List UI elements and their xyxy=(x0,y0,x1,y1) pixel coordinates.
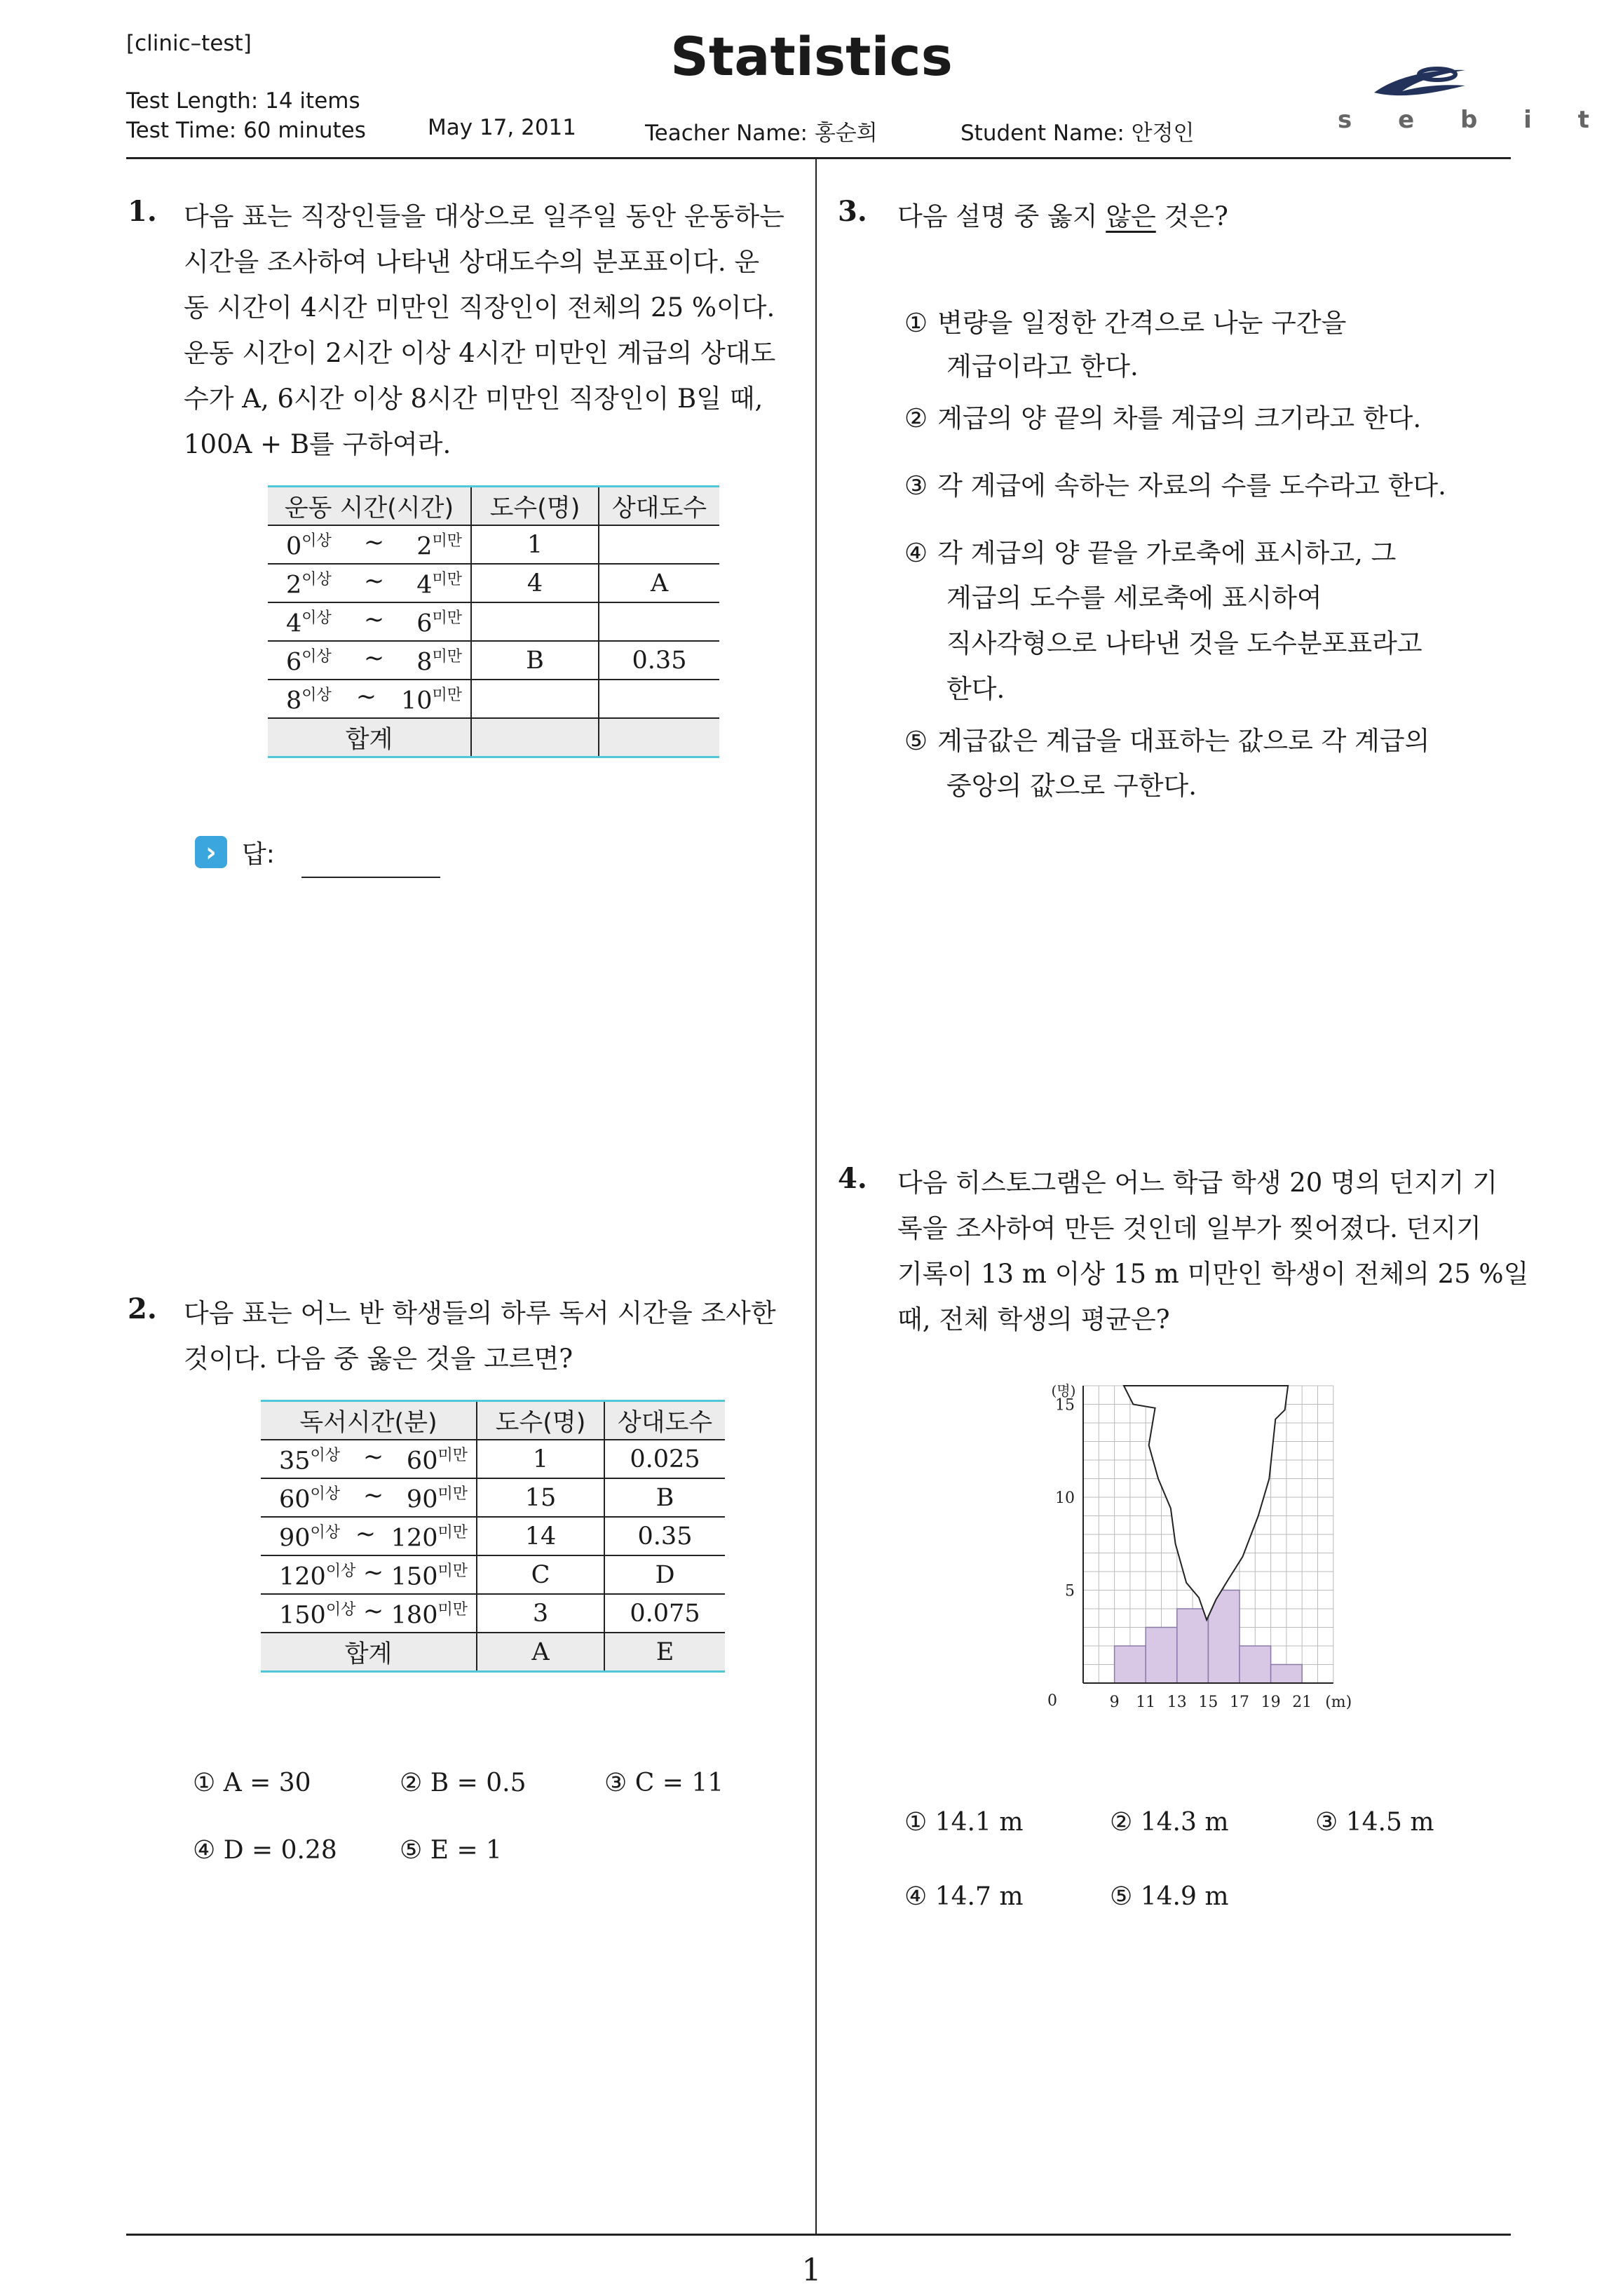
q2-option-3[interactable]: ③ C = 11 xyxy=(604,1769,724,1797)
q2-option-2[interactable]: ② B = 0.5 xyxy=(400,1769,527,1797)
table-row: $150^{이상}$ ~ $180^{미만}$ 3 0.075 xyxy=(261,1594,725,1633)
q2-number: 2. xyxy=(128,1292,157,1325)
q3-option-4-cont: 계급의 도수를 세로축에 표시하여 직사각형으로 나타낸 것을 도수분포표라고 한다. xyxy=(946,583,1422,704)
x-tick-label: 17 xyxy=(1230,1694,1249,1711)
q3-option-1[interactable]: ① 변량을 일정한 간격으로 나눈 구간을 xyxy=(904,308,1347,338)
q3-option-4[interactable]: ④ 각 계급의 양 끝을 가로축에 표시하고, 그 xyxy=(904,538,1397,568)
histogram-bar xyxy=(1240,1646,1271,1683)
table-row: $4^{이상}$ ~ $6^{미만}$ xyxy=(268,602,719,641)
q4-text: 다음 히스토그램은 어느 학급 학생 20 명의 던지기 기 록을 조사하여 만든 것인데 일부가 찢어졌다. 던지기 기록이 13 m 이상 15 m 미만인 학생이 전체의 25 %일 때, 전체 학생의 평균은? xyxy=(897,1168,1529,1335)
torn-paper-region xyxy=(1124,1386,1288,1620)
x-tick-label: 21 xyxy=(1292,1694,1312,1711)
y-tick-label: 0 xyxy=(1047,1692,1057,1710)
answer-label: 답: xyxy=(242,840,275,869)
table-row: $120^{이상}$ ~ $150^{미만}$ C D xyxy=(261,1555,725,1594)
q2-frequency-table: 독서시간(분) 도수(명) 상대도수 $35^{이상}$ ~ $60^{미만}$ 1 0.025 $60^{이상}$ ~ $90^{미만}$ 15 B $90^{이상}$ ~ $120^{미만}$ 14 0.35 $120^{이상}$ ~ $150^{미만}$ C D $150^{이상}$ ~ $180^{미만}$ 3 0.075 합계 A E xyxy=(261,1400,725,1673)
q4-option-2[interactable]: ② 14.3 m xyxy=(1110,1808,1229,1837)
table-row: $6^{이상}$ ~ $8^{미만}$ B 0.35 xyxy=(268,641,719,680)
footer-rule xyxy=(126,2234,1511,2236)
q4-number: 4. xyxy=(838,1162,867,1195)
x-tick-label: 11 xyxy=(1136,1694,1156,1711)
q3-option-5-cont: 중앙의 값으로 구한다. xyxy=(946,771,1197,801)
q3-text: 다음 설명 중 옳지 않은 것은? xyxy=(897,201,1228,231)
table-row: $2^{이상}$ ~ $4^{미만}$ 4 A xyxy=(268,564,719,602)
y-tick-label: 5 xyxy=(1065,1582,1075,1600)
histogram-bar xyxy=(1177,1609,1209,1683)
q3-option-1-cont: 계급이라고 한다. xyxy=(946,351,1139,381)
chevron-right-icon: › xyxy=(195,836,227,868)
table-row: $35^{이상}$ ~ $60^{미만}$ 1 0.025 xyxy=(261,1440,725,1478)
test-date: May 17, 2011 xyxy=(428,115,576,140)
logo-text: s e b i t xyxy=(1338,106,1608,134)
q4-option-3[interactable]: ③ 14.5 m xyxy=(1315,1808,1434,1837)
table-row: $60^{이상}$ ~ $90^{미만}$ 15 B xyxy=(261,1478,725,1517)
page-title: Statistics xyxy=(670,25,953,88)
header-rule xyxy=(126,157,1511,159)
y-axis-label: (명) xyxy=(1051,1382,1076,1399)
table-row: $8^{이상}$ ~ $10^{미만}$ xyxy=(268,680,719,718)
histogram-chart xyxy=(1038,1368,1374,1718)
q4-option-4[interactable]: ④ 14.7 m xyxy=(904,1882,1024,1911)
q3-number: 3. xyxy=(838,195,867,228)
q1-text: 다음 표는 직장인들을 대상으로 일주일 동안 운동하는 시간을 조사하여 나타낸 상대도수의 분포표이다. 운 동 시간이 4시간 미만인 직장인이 전체의 25 %이다. 운동 시간이 2시간 이상 4시간 미만인 계급의 상대도 수가 A, 6시간 이상 8시간 미만인 직장인이 B일 때, 100A + B를 구하여라. xyxy=(184,201,785,459)
page-number: 1 xyxy=(801,2253,822,2288)
test-tag: [clinic–test] xyxy=(126,31,252,56)
q4-option-1[interactable]: ① 14.1 m xyxy=(904,1808,1024,1837)
x-tick-label: 19 xyxy=(1261,1694,1281,1711)
histogram-bar xyxy=(1115,1646,1146,1683)
q2-option-5[interactable]: ⑤ E = 1 xyxy=(400,1836,502,1865)
q2-text: 다음 표는 어느 반 학생들의 하루 독서 시간을 조사한 것이다. 다음 중 옳은 것을 고르면? xyxy=(184,1298,776,1374)
test-time: Test Time: 60 minutes xyxy=(126,118,366,143)
x-tick-label: 15 xyxy=(1198,1694,1218,1711)
q3-option-5[interactable]: ⑤ 계급값은 계급을 대표하는 값으로 각 계급의 xyxy=(904,726,1430,756)
q1-frequency-table: 운동 시간(시간) 도수(명) 상대도수 $0^{이상}$ ~ $2^{미만}$ 1 $2^{이상}$ ~ $4^{미만}$ 4 A $4^{이상}$ ~ $6^{미만}$ $6^{이상}$ ~ $8^{미만}$ B 0.35 $8^{이상}$ ~ $10^{미만}$ 합계 xyxy=(268,485,719,758)
test-length: Test Length: 14 items xyxy=(126,88,360,114)
y-tick-label: 10 xyxy=(1055,1490,1075,1507)
y-tick-label: 15 xyxy=(1055,1396,1075,1414)
sebit-logo xyxy=(1332,49,1608,140)
q1-number: 1. xyxy=(128,195,157,228)
x-tick-label: 13 xyxy=(1167,1694,1187,1711)
x-tick-label: 9 xyxy=(1109,1694,1120,1711)
histogram-bar xyxy=(1146,1628,1177,1684)
q3-option-2[interactable]: ② 계급의 양 끝의 차를 계급의 크기라고 한다. xyxy=(904,403,1422,433)
table-row: $0^{이상}$ ~ $2^{미만}$ 1 xyxy=(268,525,719,564)
answer-blank[interactable] xyxy=(301,877,440,878)
x-axis-label: (m) xyxy=(1325,1694,1352,1711)
q2-option-1[interactable]: ① A = 30 xyxy=(193,1769,311,1797)
student-name: Student Name: 안정인 xyxy=(960,121,1195,146)
q4-option-5[interactable]: ⑤ 14.9 m xyxy=(1110,1882,1229,1911)
q3-option-3[interactable]: ③ 각 계급에 속하는 자료의 수를 도수라고 한다. xyxy=(904,471,1446,501)
teacher-name: Teacher Name: 홍순희 xyxy=(645,121,878,146)
q2-option-4[interactable]: ④ D = 0.28 xyxy=(193,1836,337,1865)
column-divider xyxy=(815,158,817,2234)
histogram-bar xyxy=(1271,1665,1303,1684)
table-row: $90^{이상}$ ~ $120^{미만}$ 14 0.35 xyxy=(261,1517,725,1555)
